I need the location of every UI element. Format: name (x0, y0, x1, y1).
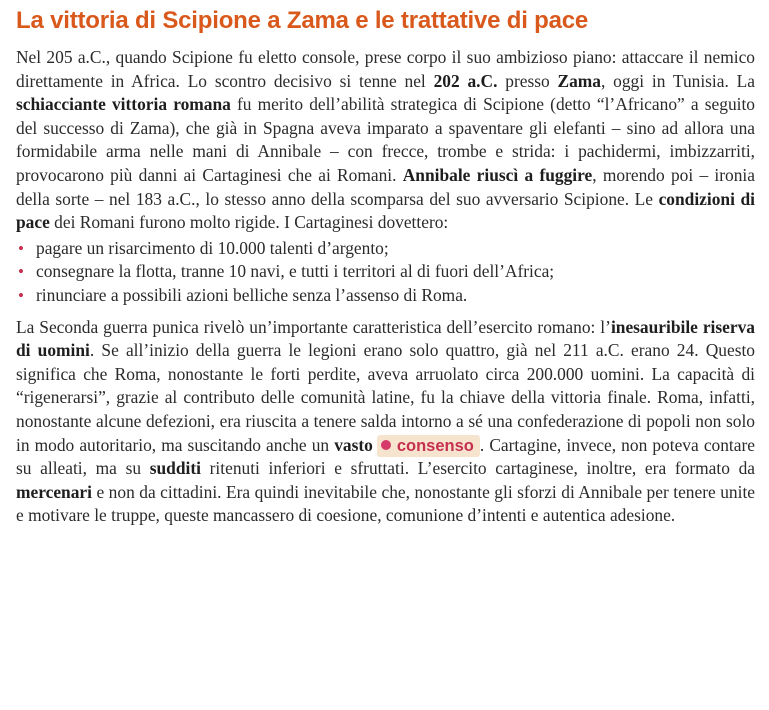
text-run: Nel 205 a.C., quando Scipione fu eletto console, prese corpo il suo ambizioso piano: attaccare il nemico direttamente in Africa. Lo scontro decisivo si tenne nel (16, 47, 755, 91)
bold-riserva: inesauribile riserva di uomini (16, 316, 755, 361)
bullet-icon: • (18, 285, 24, 305)
list-item (16, 260, 755, 284)
text-run: . Cartagine, invece, non poteva contare su alleati, ma su (16, 434, 755, 479)
peace-conditions-list (16, 237, 755, 308)
list-item (16, 284, 755, 308)
list-item-text: rinunciare a possibili azioni belliche senza l’assenso di Roma. (36, 284, 468, 305)
text-run: , morendo poi – ironia della sorte – nel 183 a.C., lo stesso anno della scomparsa del suo avversario Scipione. Le (16, 164, 755, 209)
bold-sudditi: sudditi (149, 458, 201, 479)
text-run: fu merito dell’abilità strategica di Scipione (detto “l’Africano” a seguito del successo di Zama), che già in Spagna aveva imparato a spaventare gli elefanti – sino ad allora una formidabile arma nelle mani di Annibale – con frecce, trombe e strida: i pachidermi, imbizzarriti, provocarono più danni ai Cartaginesi che ai Romani. (16, 94, 755, 185)
list-item-text: pagare un risarcimento di 10.000 talenti d’argento; (36, 237, 389, 258)
list-item (16, 237, 755, 261)
text-run: , oggi in Tunisia. La (601, 70, 755, 91)
text-run: La Seconda guerra punica rivelò un’importante caratteristica dell’esercito romano: l’ (16, 316, 611, 337)
bullet-icon: • (18, 238, 24, 258)
list-item-text: consegnare la flotta, tranne 10 navi, e tutti i territori al di fuori dell’Africa; (36, 261, 555, 282)
glossary-link-consenso[interactable] (377, 435, 480, 457)
bold-vasto: vasto (334, 434, 373, 455)
text-run: e non da cittadini. Era quindi inevitabile che, nonostante gli sforzi di Annibale per tenere unite e motivare le truppe, queste mancassero di coesione, comunione d’intenti e autentica adesione. (16, 481, 755, 526)
text-run: . Se all’inizio della guerra le legioni erano solo quattro, già nel 211 a.C. erano 24. Questo significa che Roma, nonostante le forti perdite, aveva arruolato circa 200.000 uomini. La capacità di “rigenerarsi”, grazie al contributo delle comunità latine, fu la chiave della vittoria finale. Roma, infatti, nonostante alcune defezioni, era riuscita a tenere salda intorno a sé una confederazione di popoli non solo in modo autoritario, ma suscitando anche un (16, 340, 755, 455)
bold-zama: Zama (557, 70, 601, 91)
glossary-dot-icon (381, 440, 391, 450)
bold-date-202: 202 a.C. (433, 70, 498, 91)
bold-annibale: Annibale riuscì a fuggire (402, 164, 593, 185)
page-title: La vittoria di Scipione a Zama e le trattative di pace (16, 7, 589, 34)
bullet-icon: • (18, 262, 24, 282)
bold-vittoria: schiacciante vittoria romana (16, 94, 231, 115)
bold-mercenari: mercenari (16, 481, 92, 502)
text-run: presso (497, 70, 558, 91)
glossary-term: consenso (396, 436, 474, 455)
paragraph-esercito (16, 316, 755, 528)
bold-condizioni: condizioni di pace (16, 188, 755, 233)
paragraph-zama (16, 46, 755, 235)
text-run: ritenuti inferiori e sfruttati. L’esercito cartaginese, inoltre, era formato da (200, 458, 755, 479)
text-run: dei Romani furono molto rigide. I Cartaginesi dovettero: (49, 212, 449, 233)
